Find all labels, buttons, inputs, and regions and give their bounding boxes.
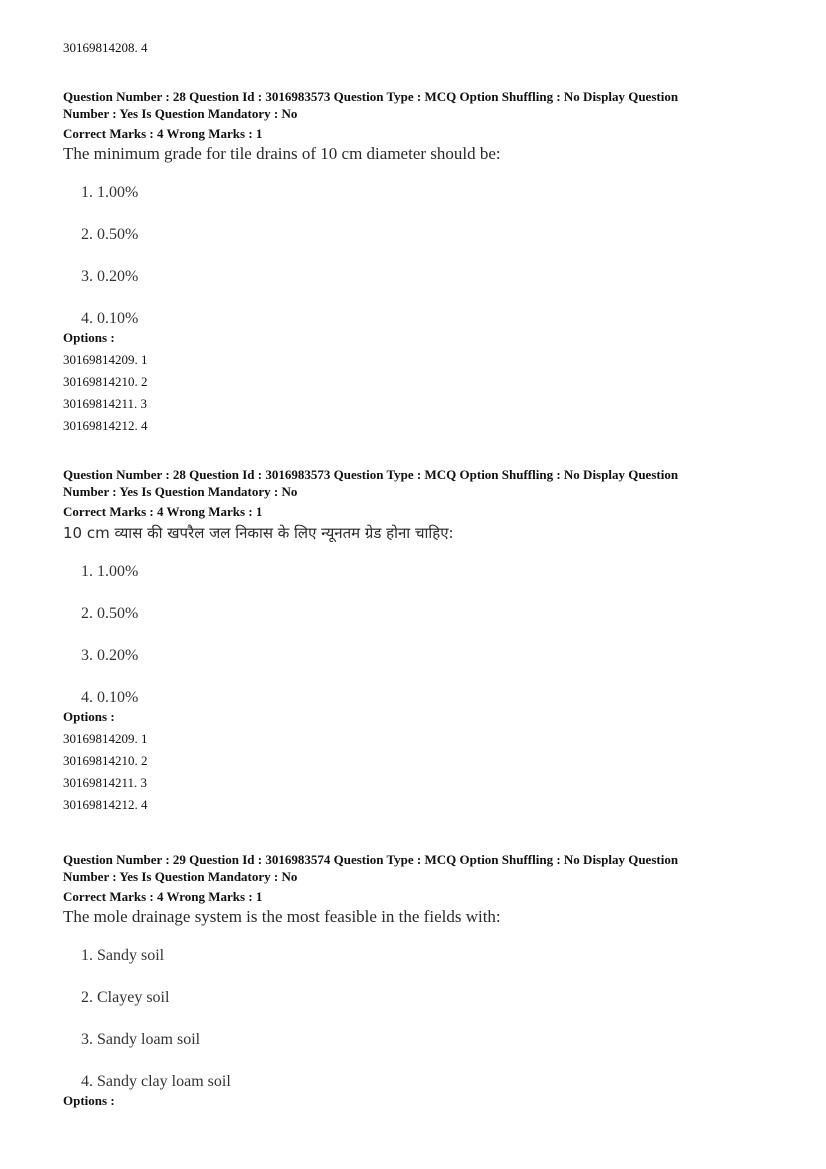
- answer-choice-1: 1. Sandy soil: [81, 947, 165, 964]
- answer-choice-4: 4. 0.10%: [81, 310, 139, 327]
- question-meta-line-2: Number : Yes Is Question Mandatory : No: [63, 106, 298, 121]
- question-meta-line-1: Question Number : 29 Question Id : 3016983574 Question Type : MCQ Option Shuffling : No Display Question: [63, 852, 679, 867]
- question-meta-line-1: Question Number : 28 Question Id : 3016983573 Question Type : MCQ Option Shuffling : No Display Question: [63, 467, 679, 482]
- question-text: The minimum grade for tile drains of 10 cm diameter should be:: [63, 144, 501, 163]
- answer-choice-1: 1. 1.00%: [81, 184, 139, 201]
- question-meta-line-2: Number : Yes Is Question Mandatory : No: [63, 484, 298, 499]
- answer-choice-3: 3. Sandy loam soil: [81, 1031, 201, 1048]
- question-block-3: [63, 851, 773, 1109]
- options-label: Options :: [63, 330, 115, 345]
- answer-choice-2: 2. 0.50%: [81, 605, 139, 622]
- option-code-3: 30169814211. 3: [63, 396, 148, 411]
- question-marks: Correct Marks : 4 Wrong Marks : 1: [63, 504, 263, 519]
- option-code-1: 30169814209. 1: [63, 352, 148, 367]
- question-marks: Correct Marks : 4 Wrong Marks : 1: [63, 126, 263, 141]
- answer-choice-1: 1. 1.00%: [81, 563, 139, 580]
- question-block-1: [63, 88, 773, 434]
- option-code-1: 30169814209. 1: [63, 731, 148, 746]
- option-code-2: 30169814210. 2: [63, 374, 148, 389]
- question-block-2: [63, 466, 773, 813]
- question-marks: Correct Marks : 4 Wrong Marks : 1: [63, 889, 263, 904]
- answer-choice-3: 3. 0.20%: [81, 647, 139, 664]
- option-code-4: 30169814212. 4: [63, 797, 148, 812]
- question-text: The mole drainage system is the most feasible in the fields with:: [63, 907, 501, 926]
- options-label: Options :: [63, 709, 115, 724]
- option-code-2: 30169814210. 2: [63, 753, 148, 768]
- question-meta-line-2: Number : Yes Is Question Mandatory : No: [63, 869, 298, 884]
- answer-choice-4: 4. Sandy clay loam soil: [81, 1073, 231, 1090]
- options-label: Options :: [63, 1093, 115, 1108]
- answer-choice-2: 2. 0.50%: [81, 226, 139, 243]
- question-text-hindi: 10 cm व्यास की खपरैल जल निकास के लिए न्यूनतम ग्रेड होना चाहिए:: [63, 524, 454, 542]
- question-meta-line-1: Question Number : 28 Question Id : 3016983573 Question Type : MCQ Option Shuffling : No Display Question: [63, 89, 679, 104]
- answer-choice-2: 2. Clayey soil: [81, 989, 170, 1006]
- previous-option-code: 30169814208. 4: [63, 40, 148, 55]
- option-code-3: 30169814211. 3: [63, 775, 148, 790]
- answer-choice-3: 3. 0.20%: [81, 268, 139, 285]
- answer-choice-4: 4. 0.10%: [81, 689, 139, 706]
- option-code-4: 30169814212. 4: [63, 418, 148, 433]
